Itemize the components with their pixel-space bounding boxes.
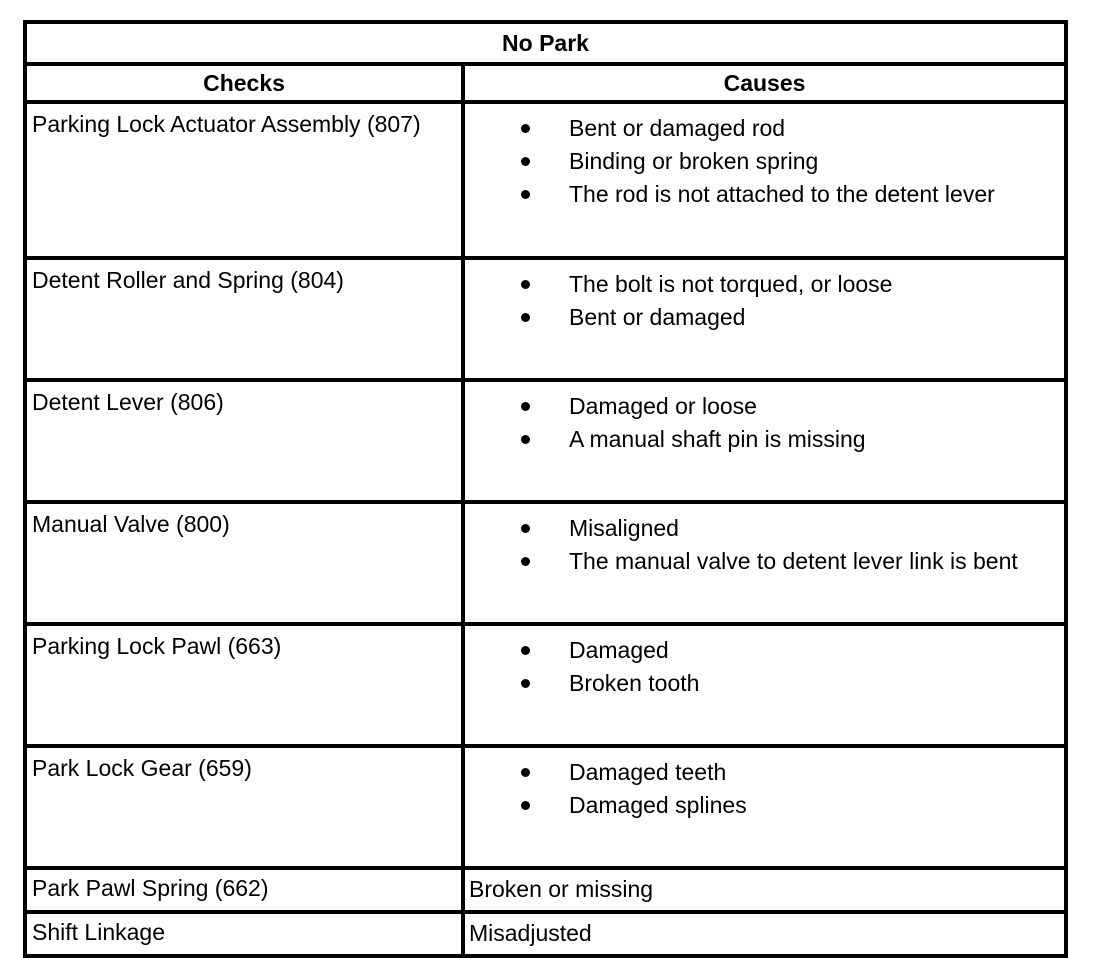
- check-cell: Park Pawl Spring (662): [25, 868, 463, 912]
- cause-text: The bolt is not torqued, or loose: [569, 271, 893, 297]
- bullet-icon: [521, 801, 530, 810]
- causes-cell: [463, 258, 1066, 380]
- causes-list: [465, 756, 1064, 822]
- check-cell: Manual Valve (800): [25, 502, 463, 624]
- cause-text: Misaligned: [569, 515, 679, 541]
- bullet-icon: [521, 768, 530, 777]
- list-item: [465, 268, 1064, 301]
- causes-cell: [463, 502, 1066, 624]
- list-item: [465, 301, 1064, 334]
- check-cell: Detent Roller and Spring (804): [25, 258, 463, 380]
- bullet-icon: [521, 313, 530, 322]
- list-item: [465, 145, 1064, 178]
- cause-text: A manual shaft pin is missing: [569, 426, 866, 452]
- causes-cell: [463, 102, 1066, 258]
- cause-cell: Misadjusted: [463, 912, 1066, 956]
- causes-cell: [463, 746, 1066, 868]
- table-row: [25, 868, 1066, 912]
- cause-text: Binding or broken spring: [569, 148, 819, 174]
- causes-list: [465, 512, 1064, 578]
- table-row: [25, 746, 1066, 868]
- cause-text: Bent or damaged: [569, 304, 746, 330]
- column-header-checks: Checks: [25, 64, 463, 102]
- cause-text: Damaged or loose: [569, 393, 757, 419]
- bullet-icon: [521, 280, 530, 289]
- title-row: [25, 22, 1066, 64]
- cause-text: Damaged: [569, 637, 669, 663]
- table-row: [25, 912, 1066, 956]
- check-cell: Parking Lock Pawl (663): [25, 624, 463, 746]
- list-item: [465, 112, 1064, 145]
- causes-list: [465, 268, 1064, 334]
- list-item: [465, 512, 1064, 545]
- no-park-diagnostic-table: [23, 20, 1068, 958]
- column-header-causes: Causes: [463, 64, 1066, 102]
- bullet-icon: [521, 646, 530, 655]
- causes-cell: [463, 380, 1066, 502]
- cause-cell: Broken or missing: [463, 868, 1066, 912]
- bullet-icon: [521, 402, 530, 411]
- cause-text: Damaged teeth: [569, 759, 727, 785]
- bullet-icon: [521, 679, 530, 688]
- cause-text: The manual valve to detent lever link is bent: [569, 548, 1018, 574]
- table-title: No Park: [25, 22, 1066, 64]
- check-cell: Detent Lever (806): [25, 380, 463, 502]
- cause-text: Bent or damaged rod: [569, 115, 786, 141]
- table-row: [25, 380, 1066, 502]
- bullet-icon: [521, 524, 530, 533]
- table-row: [25, 502, 1066, 624]
- table-row: [25, 258, 1066, 380]
- list-item: [465, 789, 1064, 822]
- list-item: [465, 756, 1064, 789]
- causes-list: [465, 634, 1064, 700]
- list-item: [465, 667, 1064, 700]
- list-item: [465, 390, 1064, 423]
- check-cell: Park Lock Gear (659): [25, 746, 463, 868]
- list-item: [465, 545, 1064, 578]
- check-cell: Shift Linkage: [25, 912, 463, 956]
- cause-text: Broken tooth: [569, 670, 700, 696]
- check-cell: Parking Lock Actuator Assembly (807): [25, 102, 463, 258]
- bullet-icon: [521, 557, 530, 566]
- causes-cell: [463, 624, 1066, 746]
- bullet-icon: [521, 157, 530, 166]
- list-item: [465, 634, 1064, 667]
- causes-list: [465, 112, 1064, 211]
- cause-text: Damaged splines: [569, 792, 747, 818]
- table-row: [25, 102, 1066, 258]
- bullet-icon: [521, 190, 530, 199]
- cause-text: The rod is not attached to the detent lever: [569, 181, 995, 207]
- bullet-icon: [521, 124, 530, 133]
- header-row: [25, 64, 1066, 102]
- list-item: [465, 178, 1064, 211]
- causes-list: [465, 390, 1064, 456]
- list-item: [465, 423, 1064, 456]
- bullet-icon: [521, 435, 530, 444]
- table-row: [25, 624, 1066, 746]
